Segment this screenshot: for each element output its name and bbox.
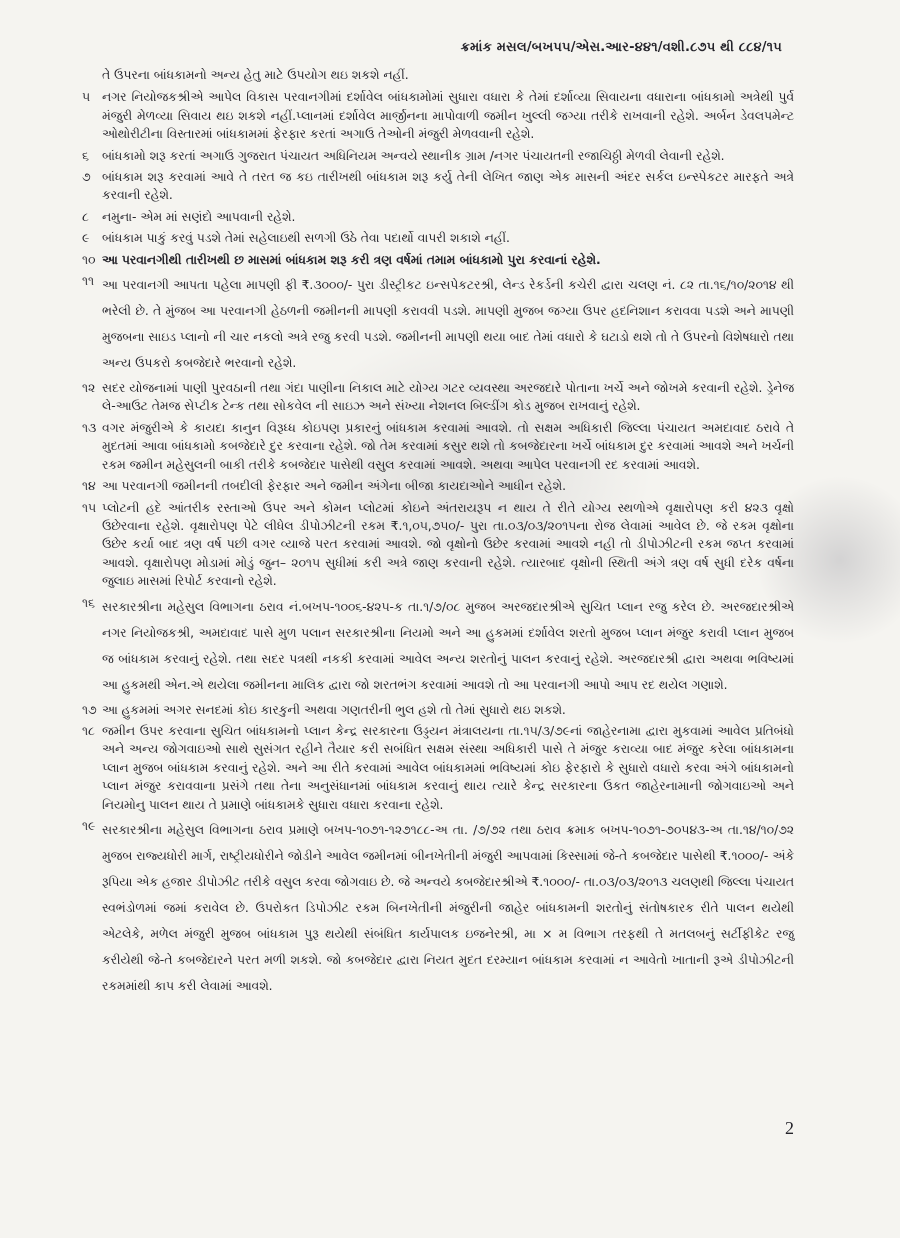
item-number: ૧૮ <box>82 723 95 738</box>
item-text: સદર યોજનામાં પાણી પુરવઠાની તથા ગંદા પાણીના નિકાલ માટે યોગ્ય ગટર વ્યવસ્થા અરજદારે પોતાના ખર્ચે અને જોખમે કરવાની રહેશે. ડ્રેનેજ લે-આઉટ તેમજ સેપ્ટીક ટેન્ક તથા સોકવેલ ની સાઇઝ અને સંખ્યા નેશનલ બિલ્ડીંગ કોડ મુજબ રાખવાનું રહેશે. <box>102 381 794 414</box>
item-number: ૧૨ <box>82 381 96 396</box>
item-text: આ હુકમમાં અગર સનદમાં કોઇ કારકુની અથવા ગણતરીની ભુલ હશે તો તેમાં સુધારો થઇ શકશે. <box>102 702 566 717</box>
item-number: ૧૬ <box>82 595 95 610</box>
item-text: બાંધકામો શરૂ કરતાં અગાઉ ગુજરાત પંચાયત અધિનિયમ અન્વયે સ્થાનીક ગ્રામ /નગર પંચાયતની રજાચિઠ્ઠી મેળવી લેવાની રહેશે. <box>102 148 725 163</box>
item-number: ૭ <box>82 170 91 185</box>
intro-line: તે ઉપરના બાંધકામનો અન્ય હેતુ માટે ઉપયોગ થઇ શકશે નહીં. <box>102 68 409 82</box>
condition-item <box>82 722 794 814</box>
condition-item <box>82 251 794 269</box>
condition-item <box>82 147 794 165</box>
condition-item <box>82 419 794 474</box>
item-number: ૧૩ <box>82 420 97 435</box>
condition-item <box>82 477 794 495</box>
condition-item <box>82 88 794 143</box>
item-text: આ પરવાનગી જમીનની તબદીલી ફેરફાર અને જમીન અંગેના બીજા કાયદાઓને આધીન રહેશે. <box>102 479 566 494</box>
condition-item <box>82 594 794 698</box>
condition-item <box>82 168 794 205</box>
item-text: વગર મંજુરીએ કે કાયદા કાનુન વિરૂધ્ધ કોઇપણ પ્રકારનું બાંધકામ કરવામાં આવશે. તો સક્ષમ અધિકારી જિલ્લા પંચાયત અમદાવાદ ઠરાવે તે મુદતમાં આવા બાંધકામો કબજેદારે દુર કરવાના રહેશે. જો તેમ કરવામાં કસુર થશે તો કબજેદારના ખર્ચે બાંધકામ દુર કરવામાં આવશે અને ખર્ચની રકમ જમીન મહેસુલની બાકી તરીકે કબજેદાર પાસેથી વસુલ કરવામાં આવશે. અથવા આપેલ પરવાનગી રદ કરવામાં આવશે. <box>102 420 794 472</box>
item-number: ૧૦ <box>82 252 96 267</box>
item-text: જમીન ઉપર કરવાના સુચિત બાંધકામનો પ્લાન કેન્દ્ર સરકારના ઉડ્ડયન મંત્રાલયના તા.૧૫/૩/૭૯નાં જાહેરનામા દ્વારા મુકવામાં આવેલ પ્રતિબંધો અને અન્ય જોગવાઇઓ સાથે સુસંગત રહીને તૈયાર કરી સબંધિત સક્ષમ સંસ્થા અધિકારી પાસે તે મંજુર કરાવ્યા બાદ મંજુર કરેલા બાંધકામના પ્લાન મુજબ બાંધકામ કરવાનું રહેશે. અને આ રીતે કરવામાં આવેલ બાંધકામમાં ભવિષ્યમાં કોઇ ફેરફારો કે સુધારો વધારો કરવા અંગે બાંધકામનો પ્લાન મંજુર કરાવવાના પ્રસંગે તથા તેના અનુસંધાનમાં બાંધકામ કરવાનું થાય ત્યારે કેન્દ્ર સરકારના ઉકત જાહેરનામાની જોગવાઇઓ અને નિયમોનુ પાલન થાય તે પ્રમાણે બાંધકામકે સુધારા વધારા કરવાના રહેશે. <box>102 723 794 812</box>
page-number: 2 <box>785 1118 794 1138</box>
item-text: નમુના- એમ માં સણંદો આપવાની રહેશે. <box>102 209 296 224</box>
conditions-body <box>82 66 794 1002</box>
item-number: ૧૭ <box>82 702 97 717</box>
condition-item <box>82 229 794 247</box>
item-number: ૫ <box>82 90 91 105</box>
item-text: બાંધકામ શરૂ કરવામાં આવે તે તરત જ કઇ તારીખથી બાંધકામ શરૂ કર્યુ તેની લેખિત જાણ એક માસની અંદર સર્કલ ઇન્સ્પેકટર મારફતે અત્રે કરવાની રહેશે. <box>102 170 794 203</box>
item-text: પ્લોટની હદે આંતરીક રસ્તાઓ ઉપર અને કોમન પ્લોટમાં કોઇને અંતરાયરૂપ ન થાય તે રીતે યોગ્ય સ્થળોએ વૃક્ષારોપણ કરી ૪૨૩ વૃક્ષો ઉછેરવાના રહેશે. વૃક્ષારોપણ પેટે લીધેલ ડીપોઝીટની રકમ ₹.૧,૦૫,૭૫૦/- પુરા તા.૦૩/૦૩/૨૦૧૫ના રોજ લેવામાં આવેલ છે. જે રકમ વૃક્ષોના ઉછેર કર્યા બાદ ત્રણ વર્ષ પછી વગર વ્યાજે પરત કરવામાં આવશે. જો વૃક્ષોનો ઉછેર કરવામાં આવશે નહી તો ડીપોઝીટની રકમ જપ્ત કરવામાં આવશે. વૃક્ષારોપણ મોડામાં મોડું જુન– ૨૦૧૫ સુધીમાં કરી અત્રે જાણ કરવાની રહેશે. ત્યારબાદ વૃક્ષોની સ્થિતી અંગે ત્રણ વર્ષ સુધી દરેક વર્ષના જુલાઇ માસમાં રિપોર્ટ કરવાનો રહેશે. <box>102 500 794 589</box>
item-text: આ પરવાનગીથી તારીખથી છ માસમાં બાંધકામ શરૂ કરી ત્રણ વર્ષમાં તમામ બાંધકામો પુરા કરવાનાં રહેશે. <box>102 252 601 267</box>
item-text: બાંધકામ પાકું કરવું પડશે તેમાં સહેલાઇથી સળગી ઉઠે તેવા પદાર્થો વાપરી શકાશે નહીં. <box>102 231 510 246</box>
item-text: નગર નિયોજકશ્રીએ આપેલ વિકાસ પરવાનગીમાં દર્શાવેલ બાંધકામોમાં સુધારા વધારા કે તેમાં દર્શાવ્યા સિવાયના વધારાના બાંધકામો અત્રેથી પુર્વ મંજુરી મેળવ્યા સિવાય થઇ શકશે નહીં.પ્લાનમાં દર્શાવેલ માર્જીનના માપોવાળી જમીન ખુલ્લી જગ્યા તરીકે રાખવાની રહેશે. અર્બન ડેવલપમેન્ટ ઓથોરીટીના વિસ્તારમાં બાંધકામમાં ફેરફાર કરતાં અગાઉ તેઓની મંજુરી મેળવવાની રહેશે. <box>102 90 794 142</box>
condition-item <box>82 379 794 416</box>
item-number: ૧૪ <box>82 479 96 494</box>
condition-item <box>82 272 794 376</box>
item-text: આ પરવાનગી આપતા પહેલા માપણી ફી ₹.૩૦૦૦/- પુરા ડીસ્ટ્રીકટ ઇન્સપેકટરશ્રી, લેન્ડ રેકર્ડની કચેરી દ્વારા ચલણ નં. ૮૨ તા.૧૬/૧૦/૨૦૧૪ થી ભરેલી છે. તે મુંજબ આ પરવાનગી હેઠળની જમીનની માપણી કરાવવી પડશે. માપણી મુજબ જગ્યા ઉપર હદનિશાન કરાવવા પડશે અને માપણી મુજબના સાઇડ પ્લાનો ની ચાર નકલો અત્રે રજુ કરવી પડશે. જમીનની માપણી થયા બાદ તેમાં વધારો કે ઘટાડો થશે તો તે ઉપરનો વિશેષધારો તથા અન્ય ઉપકરો કબજેદારે ભરવાનો રહેશે. <box>102 278 794 371</box>
item-number: ૯ <box>82 231 90 246</box>
condition-item <box>82 817 794 999</box>
condition-item <box>82 499 794 591</box>
item-text: સરકારશ્રીના મહેસુલ વિભાગના ઠરાવ પ્રમાણે બખપ-૧૦૭૧-૧૨૭૧૮૮-અ તા. /૭/૭૨ તથા ઠરાવ ક્રમાક બખપ-૧૦૭૧-૭૦૫૪૩-અ તા.૧૪/૧૦/૭૨ મુજબ રાજ્યધોરી માર્ગ, રાષ્ટ્રીયધોરીને જોડીને આવેલ જમીનમાં બીનખેતીની મંજુરી આપવામાં કિસ્સામાં જે-તે કબજેદાર પાસેથી ₹.૧૦૦૦/- અંકે રૂપિયા એક હજાર ડીપોઝીટ તરીકે વસુલ કરવા જોગવાઇ છે. જે અન્વયે કબજેદારશ્રીએ ₹.૧૦૦૦/- તા.૦૩/૦૩/૨૦૧૩ ચલણથી જિલ્લા પંચાયત સ્વભંડોળમાં જમાં કરાવેલ છે. ઉપરોકત ડિપોઝીટ રકમ બિનખેતીની મંજુરીની જાહેર બાંધકામની શરતોનું સંતોષકારક રીતે પાલન થયેથી એટલેકે, મળેલ મંજુરી મુજબ બાંધકામ પુરૂ થયેથી સંબંધિત કાર્યપાલક ઇજનેરશ્રી, મા × મ વિભાગ તરફથી તે મતલબનું સર્ટીફીકેટ રજુ કરીયેથી જે-તે કબજેદારને પરત મળી શકશે. જો કબજેદાર દ્વારા નિયત મુદત દરમ્યાન બાંધકામ કરવામાં ન આવેતો ખાતાની રૂએ ડીપોઝીટની રકમમાંથી કાપ કરી લેવામાં આવશે. <box>102 822 794 993</box>
reference-number: ક્રમાંક મસલ/બખપ૫/એસ.આર-૪૪૧/વશી.૮૭૫ થી ૮૮૪/૧૫ <box>460 40 782 55</box>
item-number: ૧૧ <box>82 274 95 289</box>
item-number: ૧૯ <box>82 818 96 833</box>
item-text: સરકારશ્રીના મહેસુલ વિભાગના ઠરાવ નં.બખપ-૧૦૦૬-૪૨૫-ક તા.૧/૭/૦૮ મુજબ અરજદારશ્રીએ સુચિત પ્લાન રજુ કરેલ છે. અરજદારશ્રીએ નગર નિયોજકશ્રી, અમદાવાદ પાસે મુળ પલાન સરકારશ્રીના નિયમો અને આ હુકમમાં દર્શાવેલ શરતો મુજબ પ્લાન મંજુર કરાવી પ્લાન મુજબ જ બાંધકામ કરવાનું રહેશે. તથા સદર પત્રથી નકકી કરવામાં આવેલ અન્ય શરતોનું પાલન કરવાનું રહેશે. અરજદારશ્રી દ્વારા અથવા ભવિષ્યમાં આ હુકમથી એન.એ થયેલા જમીનના માલિક દ્વારા જો શરતભંગ કરવામાં આવશે તો આ પરવાનગી આપો આપ રદ થયેલ ગણાશે. <box>102 599 794 692</box>
condition-item <box>82 208 794 226</box>
item-number: ૧૫ <box>82 500 97 515</box>
condition-item <box>82 701 794 719</box>
item-number: ૮ <box>82 209 89 224</box>
item-number: ૬ <box>82 148 89 163</box>
